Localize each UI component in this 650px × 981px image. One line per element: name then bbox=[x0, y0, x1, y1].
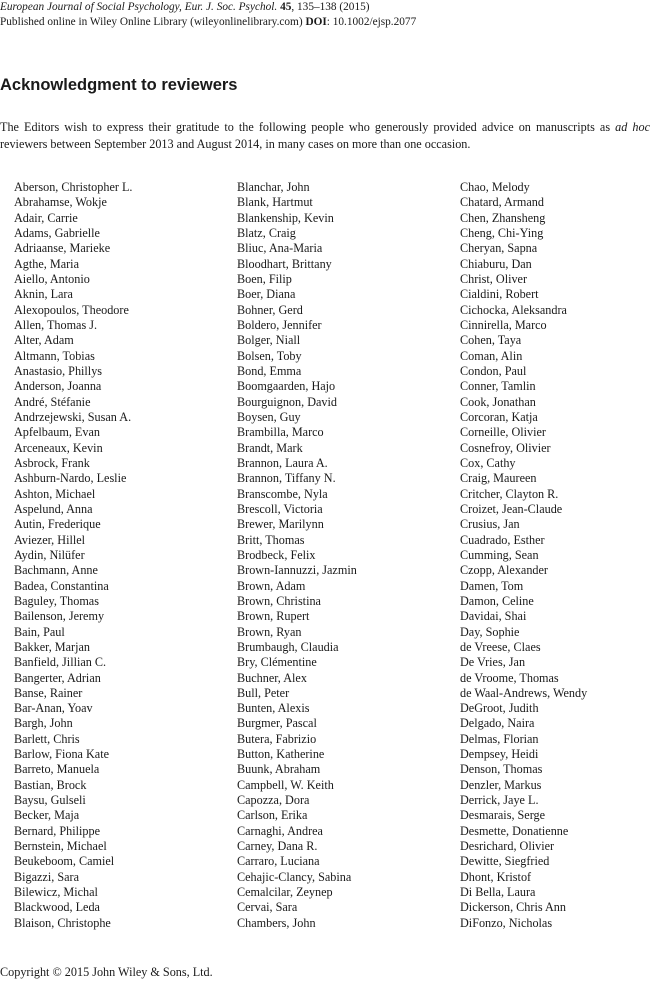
reviewer-name: Cox, Cathy bbox=[460, 455, 516, 470]
reviewer-name: André, Stéfanie bbox=[14, 394, 91, 409]
reviewer-name: Di Bella, Laura bbox=[460, 885, 536, 900]
reviewer-name: Beukeboom, Camiel bbox=[14, 854, 115, 869]
reviewer-name: DeGroot, Judith bbox=[460, 701, 539, 716]
reviewer-name: Cemalcilar, Zeynep bbox=[237, 885, 333, 900]
reviewer-name: Adriaanse, Marieke bbox=[14, 241, 111, 256]
reviewer-name: Aviezer, Hillel bbox=[14, 532, 86, 547]
reviewer-name: Bull, Peter bbox=[237, 685, 290, 700]
reviewer-name: Carlson, Erika bbox=[237, 808, 308, 823]
reviewer-name: Button, Katherine bbox=[237, 747, 325, 762]
reviewer-name: Capozza, Dora bbox=[237, 793, 310, 808]
reviewer-name: Becker, Maja bbox=[14, 808, 80, 823]
reviewer-name: Alexopoulos, Theodore bbox=[14, 302, 129, 317]
reviewer-name: Brown-Iannuzzi, Jazmin bbox=[237, 563, 357, 578]
reviewer-name: Derrick, Jaye L. bbox=[460, 793, 539, 808]
reviewer-name: Cook, Jonathan bbox=[460, 394, 536, 409]
reviewer-name: Delgado, Naira bbox=[460, 716, 535, 731]
reviewer-name: Aiello, Antonio bbox=[14, 271, 90, 286]
reviewer-name: Denzler, Markus bbox=[460, 777, 542, 792]
reviewer-name: Brannon, Tiffany N. bbox=[237, 471, 336, 486]
reviewer-name: Buunk, Abraham bbox=[237, 762, 321, 777]
reviewer-name: Chatard, Armand bbox=[460, 195, 544, 210]
reviewer-name: Damen, Tom bbox=[460, 578, 524, 593]
reviewer-name: Brown, Christina bbox=[237, 593, 321, 608]
reviewer-name: Cuadrado, Esther bbox=[460, 532, 545, 547]
reviewer-name: Dickerson, Chris Ann bbox=[460, 900, 566, 915]
reviewer-name: Dhont, Kristof bbox=[460, 869, 532, 884]
reviewer-name: Crusius, Jan bbox=[460, 517, 520, 532]
volume-number: 45 bbox=[280, 1, 292, 13]
reviewer-name: Chen, Zhansheng bbox=[460, 210, 546, 225]
reviewer-name: Damon, Celine bbox=[460, 593, 534, 608]
reviewer-name: Boer, Diana bbox=[237, 287, 296, 302]
reviewer-name: Cervai, Sara bbox=[237, 900, 298, 915]
reviewer-name: Bailenson, Jeremy bbox=[14, 609, 105, 624]
reviewer-name: Brumbaugh, Claudia bbox=[237, 639, 339, 654]
reviewer-name: Autin, Frederique bbox=[14, 517, 101, 532]
reviewer-name: Chiaburu, Dan bbox=[460, 256, 532, 271]
reviewer-name: Bernard, Philippe bbox=[14, 823, 100, 838]
reviewer-name: Desmette, Donatienne bbox=[460, 823, 569, 838]
reviewer-name: Cichocka, Aleksandra bbox=[460, 302, 567, 317]
reviewer-name: Altmann, Tobias bbox=[14, 348, 95, 363]
publication-line bbox=[0, 15, 650, 30]
reviewer-name: De Vries, Jan bbox=[460, 655, 526, 670]
intro-paragraph bbox=[0, 119, 650, 153]
reviewer-name: Baguley, Thomas bbox=[14, 593, 99, 608]
reviewer-name: Bangerter, Adrian bbox=[14, 670, 101, 685]
reviewer-name: DiFonzo, Nicholas bbox=[460, 915, 553, 930]
reviewer-name: Conner, Tamlin bbox=[460, 379, 536, 394]
reviewer-name: Condon, Paul bbox=[460, 363, 527, 378]
reviewer-list bbox=[0, 180, 650, 940]
reviewer-name: Corneille, Olivier bbox=[460, 425, 546, 440]
reviewer-name: Cheng, Chi-Ying bbox=[460, 225, 544, 240]
doi-label: DOI bbox=[305, 16, 327, 28]
reviewer-name: Critcher, Clayton R. bbox=[460, 486, 559, 501]
reviewer-name: Banfield, Jillian C. bbox=[14, 655, 107, 670]
reviewer-name: Boomgaarden, Hajo bbox=[237, 379, 336, 394]
reviewer-name: Bilewicz, Michal bbox=[14, 885, 98, 900]
copyright-notice: Copyright © 2015 John Wiley & Sons, Ltd. bbox=[0, 965, 213, 979]
reviewer-name: Buchner, Alex bbox=[237, 670, 307, 685]
reviewer-name: Aspelund, Anna bbox=[14, 501, 93, 516]
reviewer-name: Blackwood, Leda bbox=[14, 900, 100, 915]
reviewer-name: Carraro, Luciana bbox=[237, 854, 320, 869]
reviewer-name: Barreto, Manuela bbox=[14, 762, 100, 777]
reviewer-name: Cosnefroy, Olivier bbox=[460, 440, 551, 455]
reviewer-name: Boldero, Jennifer bbox=[237, 317, 322, 332]
reviewer-name: Ashton, Michael bbox=[14, 486, 96, 501]
reviewer-name: Chao, Melody bbox=[460, 180, 530, 194]
reviewer-name: Cinnirella, Marco bbox=[460, 317, 547, 332]
intro-text-end: reviewers between September 2013 and August 2014, in many cases on more than one occasion. bbox=[0, 137, 471, 151]
doi-value: : 10.1002/ejsp.2077 bbox=[326, 16, 417, 28]
reviewer-name: Cohen, Taya bbox=[460, 333, 522, 348]
intro-emphasis: ad hoc bbox=[615, 120, 650, 134]
reviewer-column-2 bbox=[237, 180, 357, 931]
reviewer-name: Corcoran, Katja bbox=[460, 409, 538, 424]
reviewer-name: Anastasio, Phillys bbox=[14, 363, 103, 378]
reviewer-name: Delmas, Florian bbox=[460, 731, 539, 746]
reviewer-column-1 bbox=[14, 180, 132, 931]
reviewer-name: Arceneaux, Kevin bbox=[14, 440, 103, 455]
reviewer-name: Adams, Gabrielle bbox=[14, 225, 100, 240]
reviewer-name: Bloodhart, Brittany bbox=[237, 256, 332, 271]
reviewer-name: Boysen, Guy bbox=[237, 409, 301, 424]
reviewer-name: Brown, Adam bbox=[237, 578, 306, 593]
reviewer-name: Dewitte, Siegfried bbox=[460, 854, 550, 869]
reviewer-name: Aberson, Christopher L. bbox=[14, 180, 133, 194]
reviewer-name: Bliuc, Ana-Maria bbox=[237, 241, 323, 256]
reviewer-name: Coman, Alin bbox=[460, 348, 523, 363]
reviewer-name: Bry, Clémentine bbox=[237, 655, 317, 670]
reviewer-name: Brannon, Laura A. bbox=[237, 455, 328, 470]
reviewer-name: Aydin, Nilüfer bbox=[14, 547, 85, 562]
reviewer-name: Brodbeck, Felix bbox=[237, 547, 316, 562]
reviewer-name: Blatz, Craig bbox=[237, 225, 296, 240]
reviewer-name: Brown, Rupert bbox=[237, 609, 310, 624]
journal-name: European Journal of Social Psychology, Eur. J. Soc. Psychol. bbox=[0, 1, 278, 13]
reviewer-name: Burgmer, Pascal bbox=[237, 716, 317, 731]
reviewer-name: Boen, Filip bbox=[237, 271, 292, 286]
reviewer-name: Badea, Constantina bbox=[14, 578, 109, 593]
reviewer-name: Cehajic-Clancy, Sabina bbox=[237, 869, 352, 884]
reviewer-name: Brambilla, Marco bbox=[237, 425, 324, 440]
reviewer-name: Craig, Maureen bbox=[460, 471, 537, 486]
reviewer-name: Bigazzi, Sara bbox=[14, 869, 79, 884]
reviewer-name: Brown, Ryan bbox=[237, 624, 302, 639]
reviewer-name: Desrichard, Olivier bbox=[460, 839, 555, 854]
reviewer-name: Bargh, John bbox=[14, 716, 73, 731]
reviewer-name: Chambers, John bbox=[237, 915, 316, 930]
reviewer-name: Dempsey, Heidi bbox=[460, 747, 539, 762]
reviewer-name: Aknin, Lara bbox=[14, 287, 73, 302]
reviewer-name: Blankenship, Kevin bbox=[237, 210, 334, 225]
reviewer-name: Adair, Carrie bbox=[14, 210, 78, 225]
reviewer-name: Day, Sophie bbox=[460, 624, 520, 639]
reviewer-name: Ashburn-Nardo, Leslie bbox=[14, 471, 127, 486]
reviewer-column-3 bbox=[460, 180, 587, 931]
reviewer-name: Alter, Adam bbox=[14, 333, 74, 348]
reviewer-name: Cumming, Sean bbox=[460, 547, 539, 562]
journal-header bbox=[0, 0, 650, 30]
reviewer-name: Butera, Fabrizio bbox=[237, 731, 317, 746]
reviewer-name: Anderson, Joanna bbox=[14, 379, 102, 394]
reviewer-name: Brandt, Mark bbox=[237, 440, 303, 455]
reviewer-name: Banse, Rainer bbox=[14, 685, 83, 700]
reviewer-name: de Vroome, Thomas bbox=[460, 670, 559, 685]
reviewer-name: Blanchar, John bbox=[237, 180, 310, 194]
reviewer-name: Denson, Thomas bbox=[460, 762, 543, 777]
reviewer-name: Barlett, Chris bbox=[14, 731, 80, 746]
reviewer-name: Baysu, Gulseli bbox=[14, 793, 86, 808]
published-online-text: Published online in Wiley Online Library (wileyonlinelibrary.com) bbox=[0, 16, 303, 28]
reviewer-name: Cialdini, Robert bbox=[460, 287, 539, 302]
reviewer-name: de Waal-Andrews, Wendy bbox=[460, 685, 588, 700]
reviewer-name: Davidai, Shai bbox=[460, 609, 527, 624]
reviewer-name: Bolsen, Toby bbox=[237, 348, 302, 363]
reviewer-name: Bourguignon, David bbox=[237, 394, 337, 409]
reviewer-name: Bakker, Marjan bbox=[14, 639, 90, 654]
reviewer-name: Agthe, Maria bbox=[14, 256, 79, 271]
reviewer-name: Britt, Thomas bbox=[237, 532, 305, 547]
reviewer-name: Bastian, Brock bbox=[14, 777, 87, 792]
reviewer-name: Bohner, Gerd bbox=[237, 302, 303, 317]
reviewer-name: Barlow, Fiona Kate bbox=[14, 747, 109, 762]
reviewer-name: Asbrock, Frank bbox=[14, 455, 90, 470]
reviewer-name: Bachmann, Anne bbox=[14, 563, 98, 578]
reviewer-name: Cheryan, Sapna bbox=[460, 241, 538, 256]
intro-text-start: The Editors wish to express their gratitude to the following people who generously provided advice on manuscripts as bbox=[0, 120, 616, 134]
reviewer-name: Bain, Paul bbox=[14, 624, 65, 639]
reviewer-name: Croizet, Jean-Claude bbox=[460, 501, 563, 516]
reviewer-name: Apfelbaum, Evan bbox=[14, 425, 100, 440]
reviewer-name: Brescoll, Victoria bbox=[237, 501, 323, 516]
citation-line bbox=[0, 0, 650, 15]
reviewer-name: Allen, Thomas J. bbox=[14, 317, 98, 332]
reviewer-name: Campbell, W. Keith bbox=[237, 777, 334, 792]
reviewer-name: Carney, Dana R. bbox=[237, 839, 318, 854]
reviewer-name: Blaison, Christophe bbox=[14, 915, 111, 930]
reviewer-name: Abrahamse, Wokje bbox=[14, 195, 107, 210]
page-title: Acknowledgment to reviewers bbox=[0, 76, 238, 94]
reviewer-name: Desmarais, Serge bbox=[460, 808, 546, 823]
reviewer-name: Bunten, Alexis bbox=[237, 701, 310, 716]
reviewer-name: Branscombe, Nyla bbox=[237, 486, 328, 501]
reviewer-name: Bond, Emma bbox=[237, 363, 302, 378]
reviewer-name: Bolger, Niall bbox=[237, 333, 301, 348]
reviewer-name: Andrzejewski, Susan A. bbox=[14, 409, 132, 424]
reviewer-name: Christ, Oliver bbox=[460, 271, 528, 286]
reviewer-name: Carnaghi, Andrea bbox=[237, 823, 323, 838]
reviewer-name: Bar-Anan, Yoav bbox=[14, 701, 93, 716]
reviewer-name: de Vreese, Claes bbox=[460, 639, 541, 654]
reviewer-name: Bernstein, Michael bbox=[14, 839, 107, 854]
reviewer-name: Brewer, Marilynn bbox=[237, 517, 324, 532]
reviewer-name: Czopp, Alexander bbox=[460, 563, 548, 578]
reviewer-name: Blank, Hartmut bbox=[237, 195, 313, 210]
page-range: , 135–138 (2015) bbox=[291, 1, 370, 13]
